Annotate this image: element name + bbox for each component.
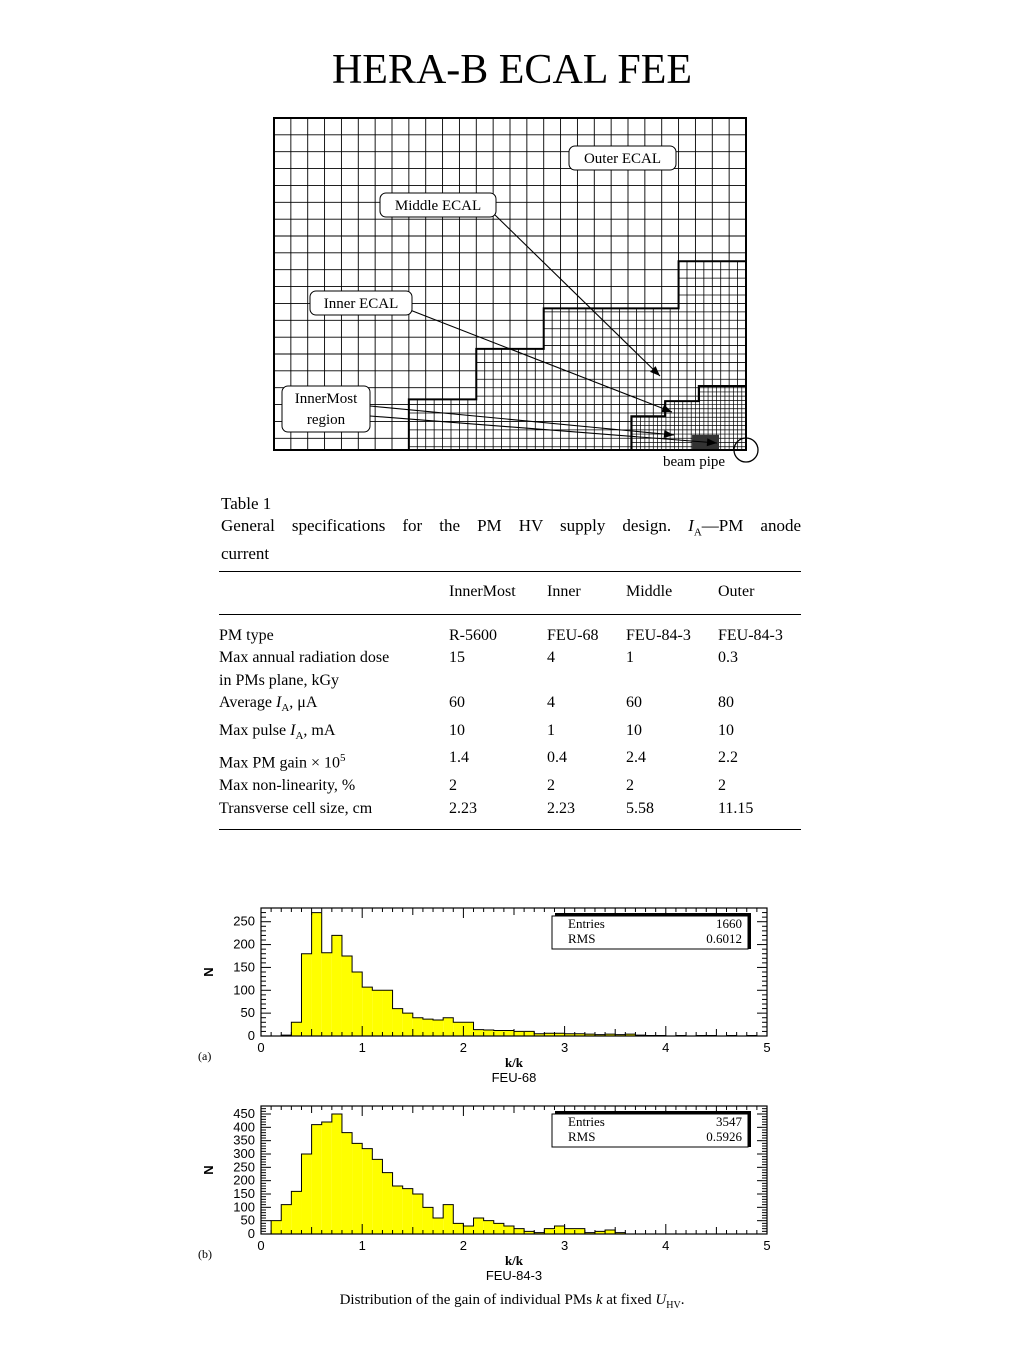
- table-value-cell: 2.4: [626, 749, 646, 767]
- table-header-cell: Inner: [547, 583, 581, 600]
- histogram-bar: [312, 913, 322, 1036]
- table-value-cell: 0.4: [547, 749, 567, 767]
- histogram-bar: [352, 1143, 362, 1234]
- table-value-cell: 2: [626, 777, 634, 795]
- histogram-bar: [484, 1030, 494, 1036]
- table-value-cell: 1.4: [449, 749, 469, 767]
- table-value-cell: 4: [547, 694, 555, 711]
- histogram-bar: [423, 1207, 433, 1234]
- histogram-bar: [443, 1205, 453, 1234]
- y-tick-label: 0: [247, 1028, 255, 1043]
- histogram-bar: [362, 1149, 372, 1234]
- table-header-cell: Outer: [718, 583, 755, 600]
- y-tick-label: 0: [247, 1226, 255, 1241]
- svg-text:Middle ECAL: Middle ECAL: [394, 198, 482, 214]
- table-value-cell: 2.23: [547, 799, 575, 817]
- ecal-layout-diagram: [262, 110, 762, 480]
- histogram-bar: [484, 1221, 494, 1234]
- stats-rms-value: 0.5926: [706, 1129, 742, 1144]
- x-tick-label: 4: [662, 1040, 670, 1055]
- chart-title: FEU-68: [491, 1070, 537, 1085]
- stats-entries-value: 3547: [716, 1114, 742, 1129]
- y-tick-label: 200: [233, 1172, 255, 1188]
- svg-text:Outer ECAL: Outer ECAL: [583, 151, 662, 167]
- histogram-bar: [271, 1221, 281, 1234]
- histogram-bar: [301, 954, 311, 1036]
- y-tick-label: 250: [233, 1159, 255, 1175]
- table-row: [219, 775, 801, 798]
- histogram-bar: [474, 1218, 484, 1234]
- y-axis-label: N: [201, 967, 216, 977]
- table-value-cell: 5.58: [626, 799, 654, 817]
- histogram-bar: [504, 1031, 514, 1036]
- table-param-cell: PM type: [219, 626, 274, 644]
- table-param-cell: Max pulse $I_A$, mA: [219, 721, 336, 742]
- histogram-bar: [352, 972, 362, 1036]
- stats-entries-value: 1660: [716, 916, 742, 931]
- y-axis-label: N: [201, 1165, 216, 1175]
- histogram-bar: [453, 1022, 463, 1036]
- innermost-region-label: [282, 386, 370, 432]
- histogram-bar: [332, 935, 342, 1036]
- spec-table: [219, 571, 801, 830]
- x-tick-label: 3: [560, 1238, 569, 1253]
- histogram-bar: [514, 1031, 524, 1036]
- histogram-bar: [372, 990, 382, 1036]
- histogram-bar: [382, 990, 392, 1036]
- x-axis-label: k/k: [504, 1253, 524, 1268]
- table-value-cell: 2.2: [718, 749, 738, 767]
- middle-ecal-label: [380, 193, 496, 217]
- stats-rms-label: RMS: [568, 1129, 596, 1144]
- table-value-cell: 60: [449, 694, 465, 711]
- table-value-cell: 1: [547, 721, 555, 739]
- beam-pipe-label: beam pipe: [662, 454, 726, 470]
- x-tick-label: 0: [257, 1040, 265, 1055]
- table-row: [219, 614, 801, 647]
- x-tick-label: 3: [560, 1040, 569, 1055]
- histogram-bar: [372, 1159, 382, 1234]
- histogram-feu-84-3: [190, 1098, 790, 1288]
- histogram-bar: [322, 953, 332, 1036]
- histogram-bar: [494, 1223, 504, 1234]
- table-label: Table 1: [221, 494, 272, 513]
- histogram-bar: [463, 1226, 473, 1234]
- table-value-cell: FEU-68: [547, 626, 599, 644]
- svg-text:InnerMost: InnerMost: [294, 391, 358, 407]
- table-caption-line-2: current: [221, 544, 270, 564]
- table-value-cell: 80: [718, 694, 734, 711]
- y-tick-label: 200: [233, 936, 255, 952]
- histogram-bar: [514, 1229, 524, 1234]
- page-title: HERA-B ECAL FEE: [331, 47, 693, 93]
- figure-caption: Distribution of the gain of individual PMs k at fixed $U_{HV}$.: [339, 1292, 685, 1311]
- x-tick-label: 1: [358, 1238, 366, 1253]
- histogram-bar: [281, 1205, 291, 1234]
- table-value-cell: 0.3: [718, 649, 738, 666]
- histogram-bar: [433, 1020, 443, 1036]
- inner-ecal-label: [310, 291, 412, 315]
- table-param-cell: Transverse cell size, cm: [219, 799, 373, 817]
- table-header-cell: [219, 572, 449, 614]
- y-tick-label: 450: [233, 1106, 255, 1121]
- table-value-cell: 2: [718, 777, 726, 795]
- table-value-cell: FEU-84-3: [718, 626, 783, 644]
- table-param-cell: Average $I_A$, μA: [219, 694, 318, 715]
- y-tick-label: 400: [233, 1119, 255, 1135]
- table-header-cell: InnerMost: [449, 583, 516, 600]
- histogram-bar: [362, 987, 372, 1036]
- svg-text:Inner ECAL: Inner ECAL: [323, 296, 399, 312]
- histogram-bar: [443, 1018, 453, 1036]
- table-value-cell: 4: [547, 649, 555, 666]
- table-value-cell: R-5600: [449, 626, 497, 644]
- x-tick-label: 1: [358, 1040, 366, 1055]
- table-row: [219, 692, 801, 720]
- histogram-bar: [342, 956, 352, 1036]
- table-header-cell: Middle: [626, 583, 673, 600]
- y-tick-label: 350: [233, 1132, 255, 1148]
- table-row: [219, 798, 801, 830]
- stats-rms-label: RMS: [568, 931, 596, 946]
- table-value-cell: 60: [626, 694, 642, 711]
- histogram-bar: [554, 1226, 564, 1234]
- histogram-bar: [413, 1018, 423, 1036]
- histogram-bar: [423, 1019, 433, 1036]
- y-tick-label: 100: [233, 1199, 255, 1215]
- x-tick-label: 2: [459, 1040, 468, 1055]
- table-value-cell: 2: [547, 777, 555, 795]
- histogram-bar: [403, 1013, 413, 1036]
- x-axis-label: k/k: [504, 1055, 524, 1070]
- histogram-bar: [301, 1154, 311, 1234]
- y-tick-label: 50: [240, 1005, 255, 1021]
- histogram-bar: [575, 1229, 585, 1234]
- stats-entries-label: Entries: [568, 916, 605, 931]
- table-header-row: [219, 572, 801, 614]
- histogram-bar: [524, 1031, 534, 1036]
- chart-title: FEU-84-3: [485, 1268, 543, 1283]
- table-row: [219, 747, 801, 775]
- table-value-cell: 10: [626, 721, 642, 739]
- histogram-bar: [453, 1223, 463, 1234]
- panel-label: (b): [198, 1247, 212, 1261]
- y-tick-label: 150: [233, 959, 255, 975]
- histogram-bar: [291, 1022, 301, 1036]
- histogram-bar: [312, 1125, 322, 1234]
- table-value-cell: 10: [449, 721, 465, 739]
- x-tick-label: 4: [662, 1238, 670, 1253]
- outer-ecal-label: [569, 146, 676, 170]
- table-value-cell: 11.15: [718, 799, 754, 817]
- table-value-cell: 15: [449, 649, 465, 666]
- y-tick-label: 100: [233, 982, 255, 998]
- table-value-cell: 1: [626, 649, 634, 666]
- histogram-bar: [494, 1031, 504, 1036]
- x-tick-label: 5: [763, 1040, 771, 1055]
- table-param-cell: Max non-linearity, %: [219, 777, 356, 795]
- table-row: [219, 647, 801, 692]
- table-caption: [221, 493, 801, 565]
- histogram-bar: [413, 1194, 423, 1234]
- histogram-bar: [382, 1173, 392, 1234]
- stats-box: [552, 1111, 751, 1147]
- stats-box: [552, 913, 751, 949]
- x-tick-label: 0: [257, 1238, 265, 1253]
- panel-label: (a): [198, 1049, 212, 1063]
- histogram-bar: [342, 1133, 352, 1234]
- table-param-cell: Max PM gain × $10^5$: [219, 752, 346, 772]
- stats-entries-label: Entries: [568, 1114, 605, 1129]
- histogram-bar: [565, 1229, 575, 1234]
- table-value-cell: 2.23: [449, 799, 477, 817]
- y-tick-label: 250: [233, 913, 255, 929]
- table-caption-line: General specifications for the PM HV supply design. $I_A—PM$ anode: [221, 516, 801, 539]
- y-tick-label: 50: [240, 1212, 255, 1228]
- y-tick-label: 150: [233, 1186, 255, 1201]
- x-tick-label: 2: [459, 1238, 468, 1253]
- table-value-cell: FEU-84-3: [626, 626, 691, 644]
- histogram-bar: [332, 1114, 342, 1234]
- table-value-cell: 2: [449, 777, 457, 795]
- x-tick-label: 5: [763, 1238, 771, 1253]
- histogram-bar: [393, 1186, 403, 1234]
- y-tick-label: 300: [233, 1146, 255, 1161]
- histogram-bar: [433, 1218, 443, 1234]
- histogram-bar: [403, 1189, 413, 1234]
- histogram-bar: [474, 1030, 484, 1036]
- table-value-cell: 10: [718, 721, 734, 739]
- histogram-bar: [544, 1229, 554, 1234]
- histogram-bar: [463, 1022, 473, 1036]
- histogram-feu-68: [190, 900, 790, 1090]
- histogram-bar: [393, 1009, 403, 1036]
- histogram-bar: [504, 1226, 514, 1234]
- table-param-cell: Max annual radiation dose in PMs plane, kGy: [219, 649, 390, 689]
- histogram-bar: [291, 1191, 301, 1234]
- table-row: [219, 720, 801, 748]
- svg-text:region: region: [306, 412, 346, 428]
- stats-rms-value: 0.6012: [706, 931, 742, 946]
- histogram-bar: [322, 1122, 332, 1234]
